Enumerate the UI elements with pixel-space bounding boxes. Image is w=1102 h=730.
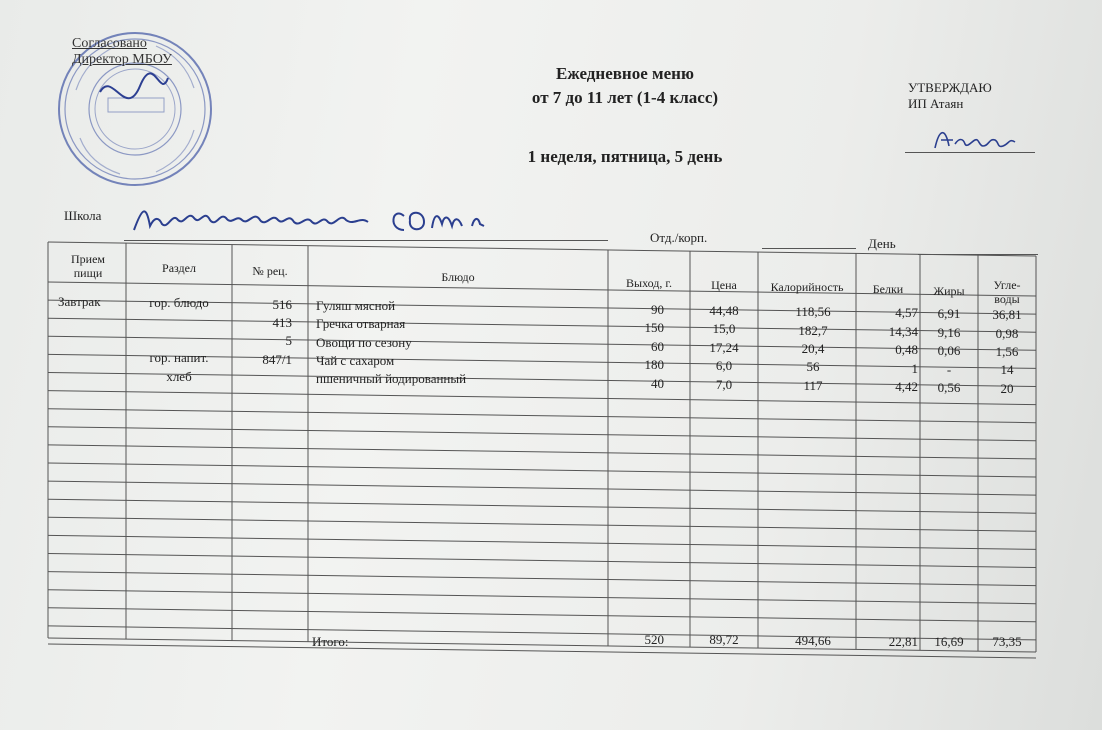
header-recipe: № рец.: [252, 264, 288, 278]
approval-right-line2: ИП Атаян: [908, 96, 964, 111]
cell-protein: 14,34: [888, 323, 918, 339]
total-label: Итого:: [312, 634, 349, 649]
header-protein: Белки: [872, 282, 904, 296]
header-meal: [50, 252, 126, 280]
cell-recipe: 516: [272, 296, 292, 312]
cell-output: 150: [644, 320, 664, 336]
dept-label: Отд./корп.: [650, 230, 708, 245]
cell-price: 7,0: [715, 376, 733, 392]
cell-fat: 0,56: [937, 379, 961, 395]
total-output: 520: [644, 632, 664, 647]
cell-dish: Чай с сахаром: [316, 352, 395, 368]
cell-fat: 0,06: [937, 343, 961, 359]
cell-section: гор. блюдо: [149, 295, 209, 311]
cell-fat: 6,91: [937, 306, 961, 322]
cell-dish: Гречка отварная: [316, 316, 406, 332]
total-carbs: 73,35: [992, 634, 1022, 649]
header-calories: Калорийность: [770, 280, 844, 294]
cell-carbs: 36,81: [992, 307, 1022, 323]
cell-protein: 4,57: [895, 305, 918, 321]
cell-calories: 182,7: [798, 322, 828, 338]
cell-protein: 4,42: [895, 379, 918, 395]
cell-output: 60: [651, 338, 664, 354]
header-price: Цена: [711, 278, 737, 292]
approval-left-line1: Согласовано: [72, 36, 147, 51]
header-output: Выход, г.: [626, 276, 672, 290]
school-label: Школа: [64, 208, 102, 223]
cell-section: гор. напит.: [149, 350, 209, 366]
cell-carbs: 20: [1000, 380, 1014, 396]
header-dish: Блюдо: [441, 270, 475, 284]
cell-output: 40: [651, 375, 664, 391]
cell-price: 17,24: [709, 339, 739, 355]
cell-meal: Завтрак: [58, 294, 101, 310]
cell-calories: 20,4: [801, 341, 825, 357]
cell-price: 15,0: [712, 321, 736, 337]
cell-fat: 9,16: [937, 324, 961, 340]
header-meal-l1: Прием: [70, 252, 105, 266]
week-day-title: 1 неделя, пятница, 5 день: [527, 147, 723, 166]
cell-dish: Овощи по сезону: [316, 334, 412, 350]
total-protein: 22,81: [888, 634, 918, 649]
title-line2: от 7 до 11 лет (1-4 класс): [531, 88, 719, 107]
cell-fat: -: [946, 361, 952, 377]
header-carbs-l1: Угле-: [993, 278, 1021, 292]
approval-right-line1: УТВЕРЖДАЮ: [908, 80, 992, 95]
cell-output: 90: [651, 301, 664, 317]
cell-protein: 1: [911, 360, 918, 376]
approval-left-line2: Директор МБОУ: [72, 52, 172, 67]
total-price: 89,72: [709, 632, 739, 647]
cell-output: 180: [644, 357, 664, 373]
cell-protein: 0,48: [895, 342, 918, 358]
cell-price: 6,0: [715, 358, 733, 374]
cell-carbs: 14: [1000, 362, 1014, 378]
cell-dish: Гуляш мясной: [316, 297, 396, 313]
total-fat: 16,69: [934, 634, 964, 649]
cell-recipe: 847/1: [262, 351, 292, 367]
day-label: День: [868, 236, 896, 251]
header-carbs-l2: воды: [994, 292, 1020, 306]
cell-section: хлеб: [166, 368, 192, 384]
cell-dish: пшеничный йодированный: [316, 371, 467, 387]
header-fat: Жиры: [933, 284, 965, 298]
cell-calories: 118,56: [795, 304, 831, 320]
title-line1: Ежедневное меню: [556, 64, 694, 83]
total-calories: 494,66: [795, 633, 831, 648]
header-meal-l2: пищи: [73, 266, 103, 280]
cell-recipe: 5: [285, 333, 292, 349]
cell-price: 44,48: [709, 303, 739, 319]
cell-carbs: 1,56: [995, 343, 1019, 359]
cell-recipe: 413: [272, 315, 292, 330]
header-carbs: [978, 278, 1036, 306]
cell-calories: 117: [803, 377, 823, 393]
header-section: Раздел: [162, 261, 196, 275]
cell-calories: 56: [806, 359, 820, 375]
cell-carbs: 0,98: [995, 325, 1019, 341]
